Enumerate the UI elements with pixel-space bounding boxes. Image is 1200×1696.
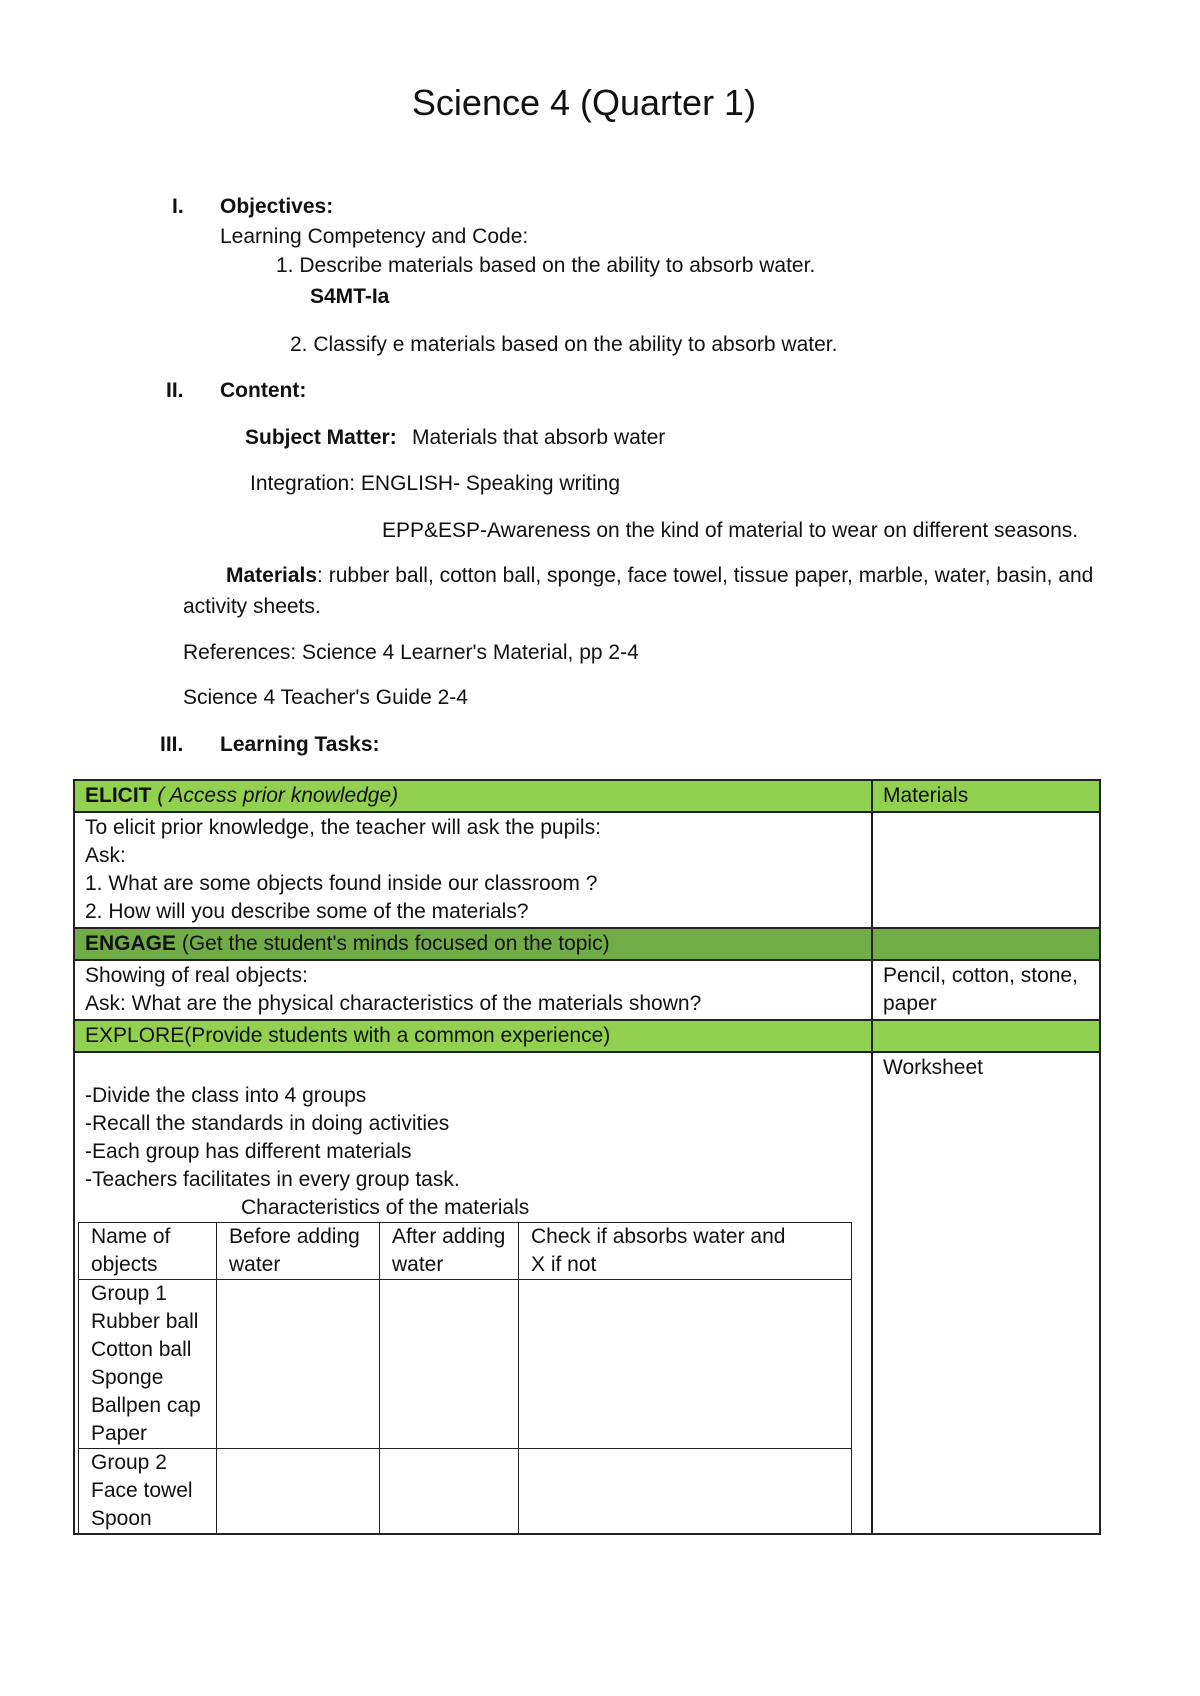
content-heading: Content:: [220, 379, 307, 402]
subject-matter-label: Subject Matter:: [245, 426, 397, 449]
competency-label: Learning Competency and Code:: [220, 225, 529, 248]
objectives-heading: Objectives:: [220, 195, 334, 218]
materials-line: [226, 564, 1093, 588]
engage-body-row: [74, 960, 1100, 1020]
section-num-content: II.: [166, 379, 184, 402]
elicit-header-row: [74, 780, 1100, 812]
explore-header: EXPLORE(Provide students with a common experience): [74, 1020, 872, 1052]
engage-header-materials: [872, 928, 1100, 960]
table-row: [79, 1449, 852, 1534]
explore-instructions: -Divide the class into 4 groups -Recall the standards in doing activities -Each group has different materials -Teachers facilitates in every group task.: [85, 1084, 460, 1191]
elicit-materials: [872, 812, 1100, 928]
group-1-check: [519, 1280, 852, 1449]
objective-item-2: 2. Classify e materials based on the ability to absorb water.: [290, 333, 838, 356]
subject-matter-value: Materials that absorb water: [412, 426, 666, 449]
elicit-body-row: [74, 812, 1100, 928]
group-2-after: [380, 1449, 519, 1534]
group-1-before: [217, 1280, 380, 1449]
elicit-header: ELICIT ( Access prior knowledge): [74, 780, 872, 812]
engage-materials: Pencil, cotton, stone, paper: [872, 960, 1100, 1020]
engage-body: Showing of real objects: Ask: What are the physical characteristics of the materials shown?: [74, 960, 872, 1020]
integration-line: Integration: ENGLISH- Speaking writing: [250, 472, 621, 495]
group-2-objects: Group 2 Face towel Spoon: [79, 1449, 217, 1534]
section-num-learning-tasks: III.: [160, 733, 184, 756]
materials-label: Materials: [226, 564, 318, 587]
characteristics-header-row: [79, 1223, 852, 1280]
characteristics-table: [78, 1222, 852, 1534]
materials-list-cont: activity sheets.: [183, 595, 321, 618]
elicit-body: To elicit prior knowledge, the teacher will ask the pupils: Ask: 1. What are some objects found inside our classroom ? 2. How will you describe some of the materials?: [74, 812, 872, 928]
group-1-after: [380, 1280, 519, 1449]
table-row: [79, 1280, 852, 1449]
page-title: Science 4 (Quarter 1): [411, 82, 757, 123]
explore-header-materials: [872, 1020, 1100, 1052]
learning-tasks-heading: Learning Tasks:: [220, 733, 380, 756]
engage-header: ENGAGE (Get the student's minds focused on the topic): [74, 928, 872, 960]
explore-body: [74, 1052, 872, 1534]
explore-materials: Worksheet: [872, 1052, 1100, 1534]
col-absorbs-check: Check if absorbs water and X if not: [519, 1223, 852, 1280]
col-before-adding-water: Before adding water: [217, 1223, 380, 1280]
explore-body-row: [74, 1052, 1100, 1534]
competency-code: S4MT-Ia: [310, 285, 390, 308]
section-num-objectives: I.: [172, 195, 184, 218]
group-2-check: [519, 1449, 852, 1534]
materials-list: : rubber ball, cotton ball, sponge, face towel, tissue paper, marble, water, basin, and: [317, 564, 1094, 587]
materials-header: Materials: [872, 780, 1100, 812]
teachers-guide-line: Science 4 Teacher's Guide 2-4: [183, 686, 468, 709]
engage-header-row: [74, 928, 1100, 960]
col-after-adding-water: After adding water: [380, 1223, 519, 1280]
group-2-before: [217, 1449, 380, 1534]
objective-item-1: 1. Describe materials based on the ability to absorb water.: [276, 254, 816, 277]
characteristics-caption: Characteristics of the materials: [241, 1196, 530, 1219]
integration-line-2: EPP&ESP-Awareness on the kind of material to wear on different seasons.: [382, 519, 1079, 542]
references-line: References: Science 4 Learner's Material, pp 2-4: [183, 641, 639, 664]
group-1-objects: Group 1 Rubber ball Cotton ball Sponge Ballpen cap Paper: [79, 1280, 217, 1449]
learning-tasks-table: [73, 779, 1101, 1535]
col-name-of-objects: Name of objects: [79, 1223, 217, 1280]
explore-header-row: [74, 1020, 1100, 1052]
